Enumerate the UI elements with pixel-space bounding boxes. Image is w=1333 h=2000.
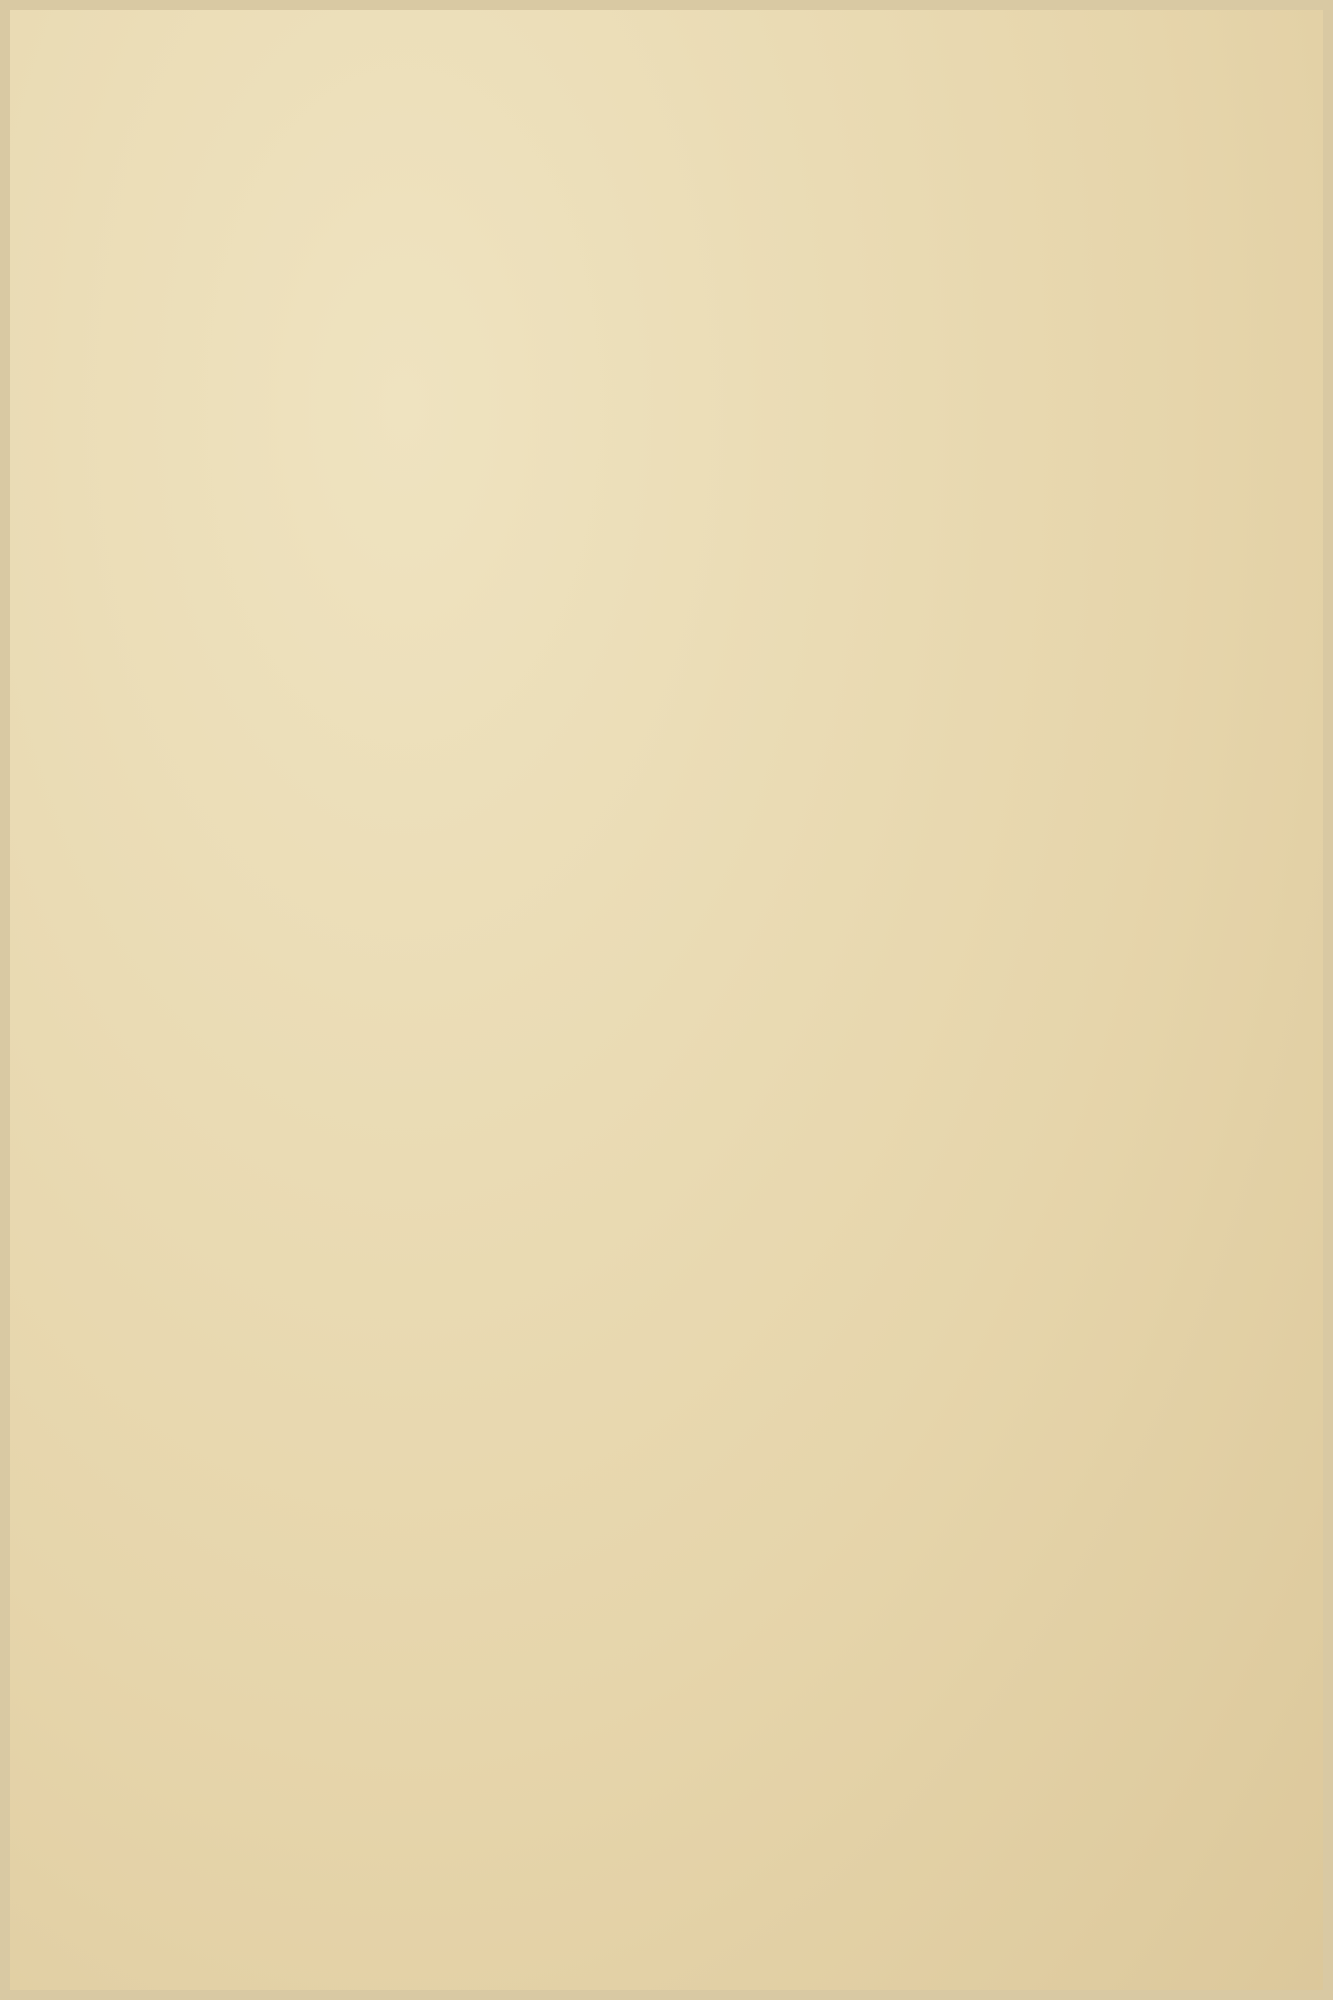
document-page — [10, 10, 1323, 1990]
